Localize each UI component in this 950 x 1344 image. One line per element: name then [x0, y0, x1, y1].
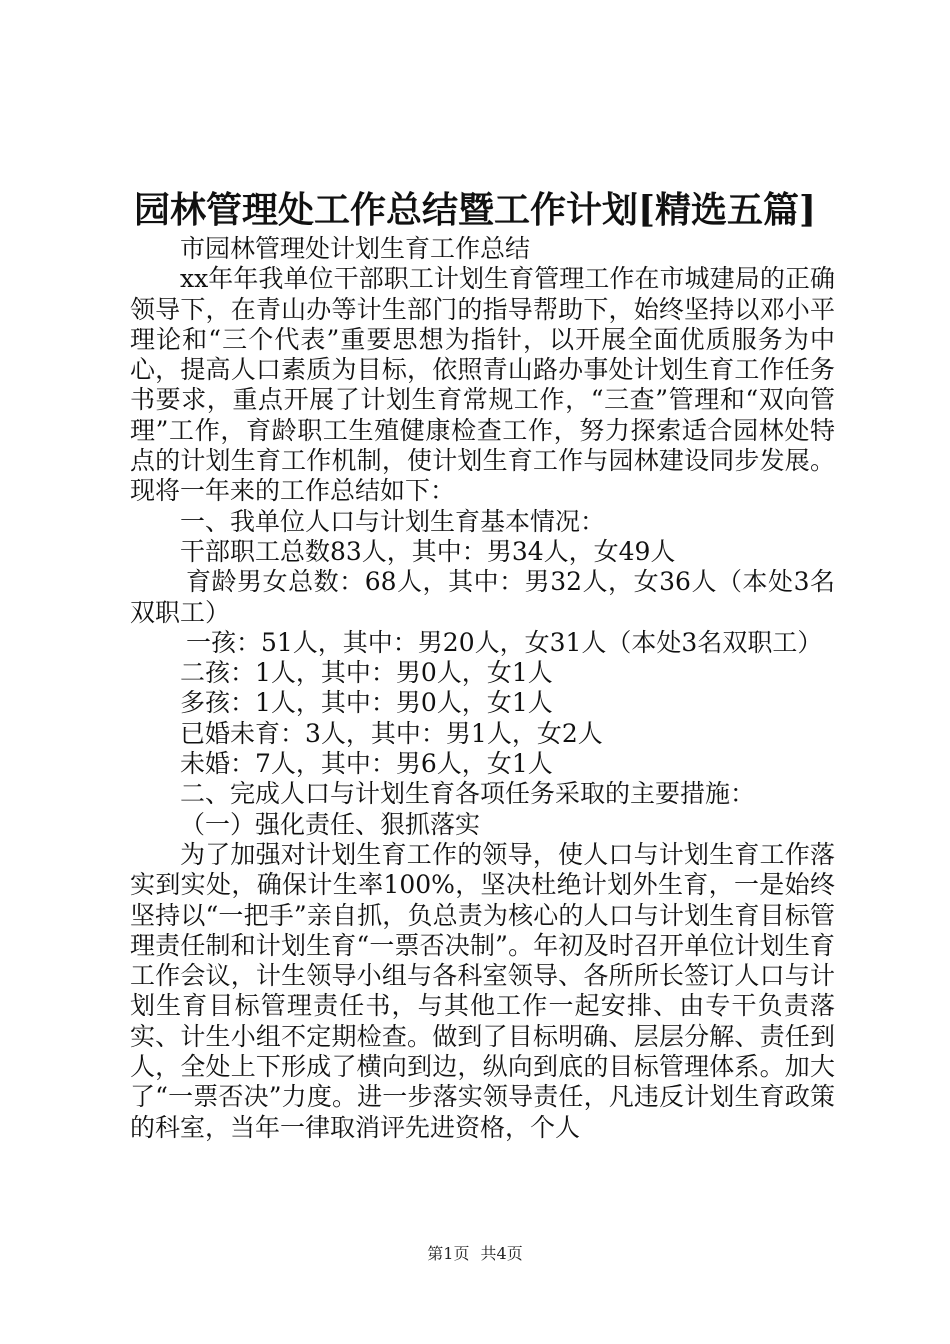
stat-line-two-children: 二孩：1人，其中：男0人，女1人: [180, 658, 553, 688]
page-total: 共4页: [480, 1244, 523, 1263]
paragraph-measures: 为了加强对计划生育工作的领导，使人口与计划生育工作落实到实处，确保计生率100%，坚决杜绝计划外生育，一是始终坚持以“一把手”亲自抓，负总责为核心的人口与计划生育目标管理责任制和计划生育“一票否决制”。年初及时召开单位计划生育工作会议，计生领导小组与各科室领导、各所所长签订人口与计划生育目标管理责任书，与其他工作一起安排、由专干负责落实、计生小组不定期检查。做到了目标明确、层层分解、责任到人，全处上下形成了横向到边，纵向到底的目标管理体系。加大了“一票否决”力度。进一步落实领导责任，凡违反计划生育政策的科室，当年一律取消评先进资格，个人: [130, 839, 835, 1142]
section-heading-2: 二、完成人口与计划生育各项任务采取的主要措施：: [180, 779, 756, 809]
section-heading-1: 一、我单位人口与计划生育基本情况：: [180, 506, 606, 536]
stat-line-married-no-children: 已婚未育：3人，其中：男1人，女2人: [180, 718, 603, 748]
paragraph-subtitle: 市园林管理处计划生育工作总结: [180, 234, 531, 263]
paragraph-intro: xx年年我单位干部职工计划生育管理工作在市城建局的正确领导下，在青山办等计生部门的指导帮助下，始终坚持以邓小平理论和“三个代表”重要思想为指针，以开展全面优质服务为中心，提高人口素质为目标，依照青山路办事处计划生育工作任务书要求，重点开展了计划生育常规工作，“三查”管理和“双向管理”工作，育龄职工生殖健康检查工作，努力探索适合园林处特点的计划生育工作机制，使计划生育工作与园林建设同步发展。现将一年来的工作总结如下：: [130, 264, 835, 506]
stat-line-childbearing-age: 育龄男女总数：68人，其中：男32人，女36人（本处3名双职工）: [130, 567, 835, 627]
stat-line-multiple-children: 多孩：1人，其中：男0人，女1人: [180, 688, 553, 718]
stat-line-unmarried: 未婚：7人，其中：男6人，女1人: [180, 749, 553, 779]
stat-line-one-child: 一孩：51人，其中：男20人，女31人（本处3名双职工）: [186, 627, 823, 657]
document-title: 园林管理处工作总结暨工作计划[精选五篇]: [133, 189, 817, 231]
stat-line-total: 干部职工总数83人，其中：男34人，女49人: [180, 536, 676, 566]
page-number: 第1页: [427, 1244, 470, 1263]
document-body: [130, 234, 835, 1143]
subsection-heading-1: （一）强化责任、狠抓落实: [180, 809, 481, 839]
page-footer: [0, 1243, 950, 1265]
